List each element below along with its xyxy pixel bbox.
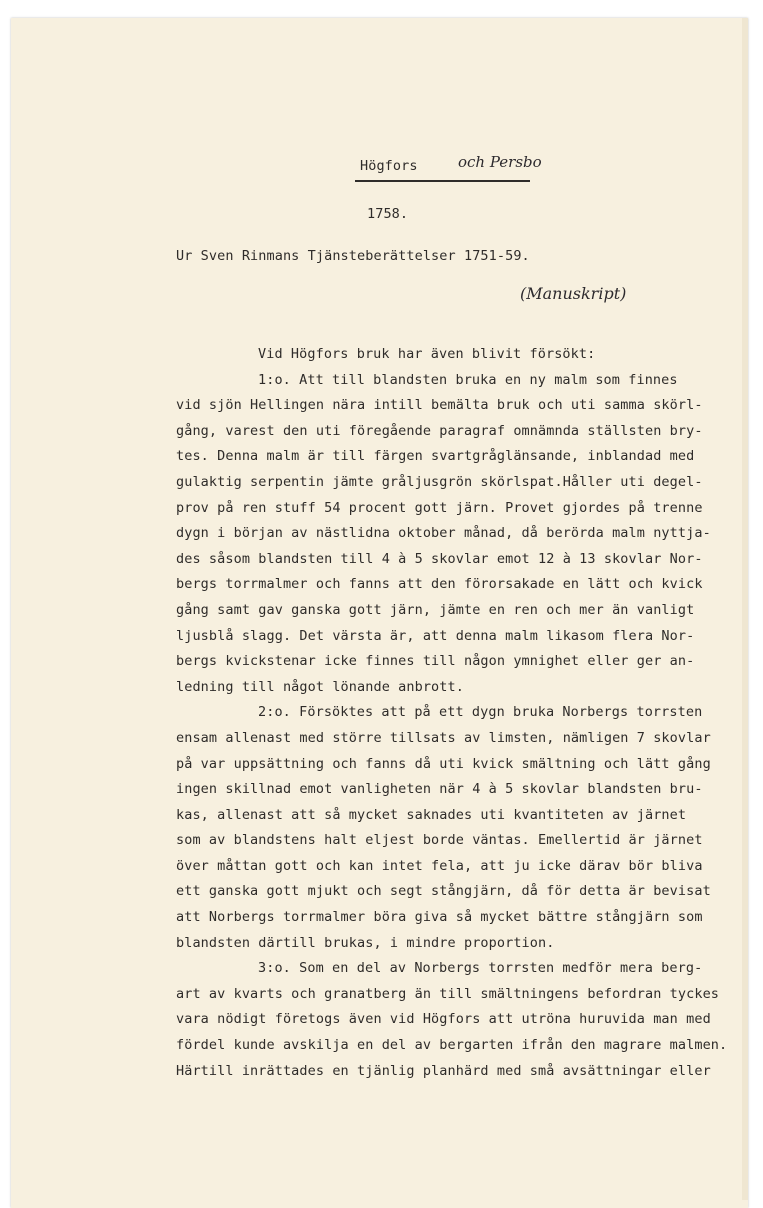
text-line: 1:o. Att till blandsten bruka en ny malm som finnes — [258, 371, 678, 388]
text-line: blandsten därtill brukas, i mindre proportion. — [176, 934, 555, 951]
text-line: art av kvarts och granatberg än till smältningens befordran tyckes — [176, 985, 720, 1002]
text-line: 3:o. Som en del av Norbergs torrsten medför mera berg- — [258, 960, 703, 977]
title-handwritten: och Persbo — [458, 153, 542, 171]
text-line: des såsom blandsten till 4 à 5 skovlar emot 12 à 13 skovlar Nor- — [176, 550, 703, 567]
body-text — [176, 342, 727, 1084]
text-line: 2:o. Försöktes att på ett dygn bruka Norbergs torrsten — [258, 704, 703, 721]
text-line: gång samt gav ganska gott järn, jämte en ren och mer än vanligt — [176, 601, 695, 618]
text-line: att Norbergs torrmalmer böra giva så mycket bättre stångjärn som — [176, 909, 703, 926]
text-line: ljusblå slagg. Det värsta är, att denna malm likasom flera Nor- — [176, 627, 695, 644]
text-line: på var uppsättning och fanns då uti kvick smältning och lätt gång — [176, 755, 711, 772]
text-line: ensam allenast med större tillsats av limsten, nämligen 7 skovlar — [176, 729, 711, 746]
text-line: ingen skillnad emot vanligheten när 4 à 5 skovlar blandsten bru- — [176, 781, 703, 798]
text-line: Härtill inrättades en tjänlig planhärd med små avsättningar eller — [176, 1062, 711, 1079]
text-line: vara nödigt företogs även vid Högfors att utröna huruvida man med — [176, 1011, 711, 1028]
source-line: Ur Sven Rinmans Tjänsteberättelser 1751-59. — [176, 248, 530, 264]
text-line: gång, varest den uti föregående paragraf omnämnda ställsten bry- — [176, 422, 703, 439]
text-line: ett ganska gott mjukt och segt stångjärn, då för detta är bevisat — [176, 883, 711, 900]
text-line: kas, allenast att så mycket saknades uti kvantiteten av järnet — [176, 806, 687, 823]
text-line: gulaktig serpentin jämte gråljusgrön skörlspat.Håller uti degel- — [176, 473, 703, 490]
handwritten-annotation: (Manuskript) — [520, 284, 627, 303]
page-edge — [742, 18, 748, 1200]
text-line: ledning till något lönande anbrott. — [176, 678, 464, 695]
text-line: över måttan gott och kan intet fela, att ju icke därav bör bliva — [176, 857, 703, 874]
text-line: vid sjön Hellingen nära intill bemälta bruk och uti samma skörl- — [176, 397, 703, 414]
text-line: som av blandstens halt eljest borde väntas. Emellertid är järnet — [176, 832, 703, 849]
text-line: tes. Denna malm är till färgen svartgråglänsande, inblandad med — [176, 448, 695, 465]
text-line: dygn i början av nästlidna oktober månad, då berörda malm nyttja- — [176, 525, 711, 542]
year-heading: 1758. — [367, 206, 409, 222]
text-line: bergs torrmalmer och fanns att den förorsakade en lätt och kvick — [176, 576, 703, 593]
text-line: Vid Högfors bruk har även blivit försökt: — [258, 346, 596, 362]
title-typed: Högfors — [360, 158, 418, 174]
text-line: bergs kvickstenar icke finnes till någon ymnighet eller ger an- — [176, 653, 695, 670]
title-underline — [355, 180, 530, 182]
text-line: fördel kunde avskilja en del av bergarten ifrån den magrare malmen. — [176, 1037, 728, 1054]
text-line: prov på ren stuff 54 procent gott järn. Provet gjordes på trenne — [176, 499, 703, 516]
